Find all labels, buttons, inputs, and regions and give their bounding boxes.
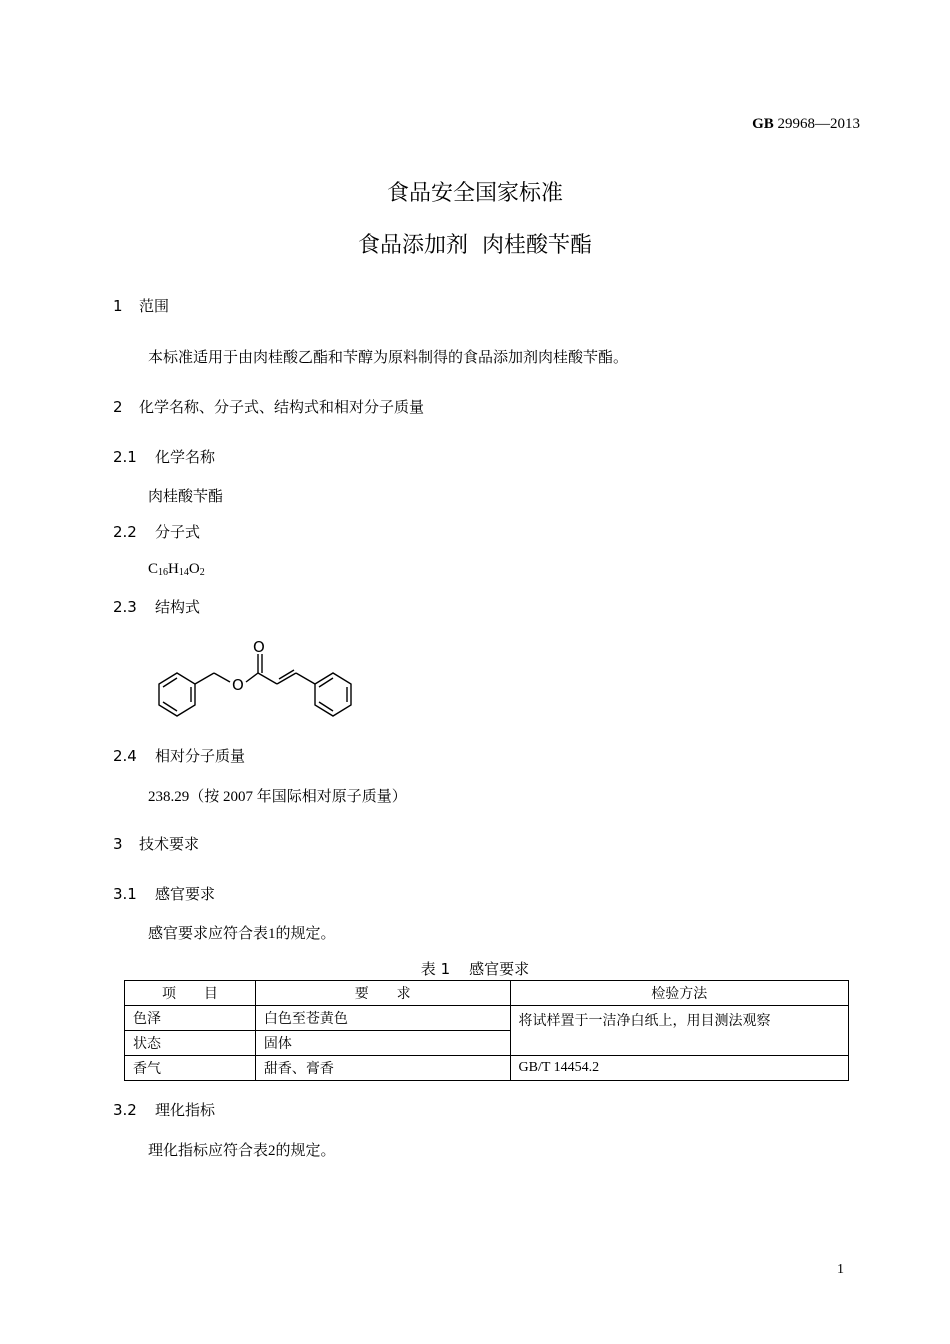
- section-2-3-heading: [113, 596, 200, 617]
- table-header-row: [125, 981, 849, 1006]
- section-number: 1: [113, 297, 123, 315]
- section-2-1-heading: [113, 446, 215, 467]
- section-number: 2.1: [113, 448, 137, 466]
- table-cell-requirement: 甜香、膏香: [255, 1056, 510, 1081]
- document-title-line1: 食品安全国家标准: [386, 181, 563, 206]
- formula-element: O: [188, 561, 200, 577]
- document-title-line2: 食品添加剂 肉桂酸苄酯: [358, 233, 592, 258]
- section-number: 3.1: [113, 885, 137, 903]
- formula-element: H: [168, 561, 179, 577]
- page-number: 1: [837, 1262, 844, 1277]
- table-cell-item: 香气: [125, 1056, 256, 1081]
- formula-subscript: 2: [199, 567, 205, 578]
- section-title: 感官要求: [155, 885, 216, 903]
- section-title: 分子式: [155, 523, 201, 541]
- standard-prefix: GB: [752, 116, 774, 132]
- table-1-caption: 表 1 感官要求: [420, 960, 530, 978]
- chemical-name: 肉桂酸苄酯: [148, 489, 224, 505]
- table-header-cell: 检验方法: [510, 981, 848, 1006]
- section-1-heading: [113, 295, 169, 316]
- section-3-2-heading: [113, 1099, 215, 1120]
- table-cell-requirement: 固体: [255, 1031, 510, 1056]
- section-title: 化学名称、分子式、结构式和相对分子质量: [139, 398, 425, 416]
- benzene-ring-left: [159, 673, 195, 716]
- section-number: 2.3: [113, 598, 137, 616]
- table-row: [125, 1006, 849, 1031]
- molecular-weight: 238.29（按 2007 年国际相对原子质量）: [148, 789, 407, 805]
- section-1-body: 本标准适用于由肉桂酸乙酯和苄醇为原料制得的食品添加剂肉桂酸苄酯。: [148, 350, 629, 366]
- standard-code: [752, 116, 860, 133]
- ester-oxygen-label: O: [232, 676, 244, 694]
- table-row: [125, 1056, 849, 1081]
- section-number: 3.2: [113, 1101, 137, 1119]
- section-2-4-heading: [113, 745, 245, 766]
- section-number: 2.2: [113, 523, 137, 541]
- table-header-cell: 项 目: [125, 981, 256, 1006]
- section-title: 化学名称: [155, 448, 216, 466]
- table-cell-requirement: 白色至苍黄色: [255, 1006, 510, 1031]
- section-number: 2.4: [113, 747, 137, 765]
- table-cell-method: 将试样置于一洁净白纸上，用目测法观察: [510, 1006, 848, 1056]
- structural-formula: [150, 636, 365, 722]
- sensory-requirements-table: [124, 980, 849, 1081]
- carbonyl-oxygen-label: O: [253, 638, 265, 656]
- section-title: 结构式: [155, 598, 201, 616]
- table-header-cell: 要 求: [255, 981, 510, 1006]
- section-3-heading: [113, 833, 199, 854]
- section-title: 技术要求: [139, 835, 200, 853]
- section-2-2-heading: [113, 521, 200, 542]
- benzene-ring-right: [315, 673, 351, 716]
- section-3-2-body: 理化指标应符合表2的规定。: [148, 1143, 336, 1159]
- section-2-heading: [113, 396, 424, 417]
- formula-element: C: [148, 561, 159, 577]
- molecular-formula: [148, 561, 205, 578]
- section-3-1-heading: [113, 883, 215, 904]
- table-cell-item: 色泽: [125, 1006, 256, 1031]
- section-title: 相对分子质量: [155, 747, 246, 765]
- formula-subscript: 14: [178, 567, 189, 578]
- section-title: 范围: [139, 297, 170, 315]
- section-number: 2: [113, 398, 123, 416]
- section-title: 理化指标: [155, 1101, 216, 1119]
- formula-subscript: 16: [158, 567, 169, 578]
- table-cell-item: 状态: [125, 1031, 256, 1056]
- table-cell-method: GB/T 14454.2: [510, 1056, 848, 1081]
- section-3-1-body: 感官要求应符合表1的规定。: [148, 926, 336, 942]
- standard-number: 29968—2013: [777, 116, 860, 132]
- section-number: 3: [113, 835, 123, 853]
